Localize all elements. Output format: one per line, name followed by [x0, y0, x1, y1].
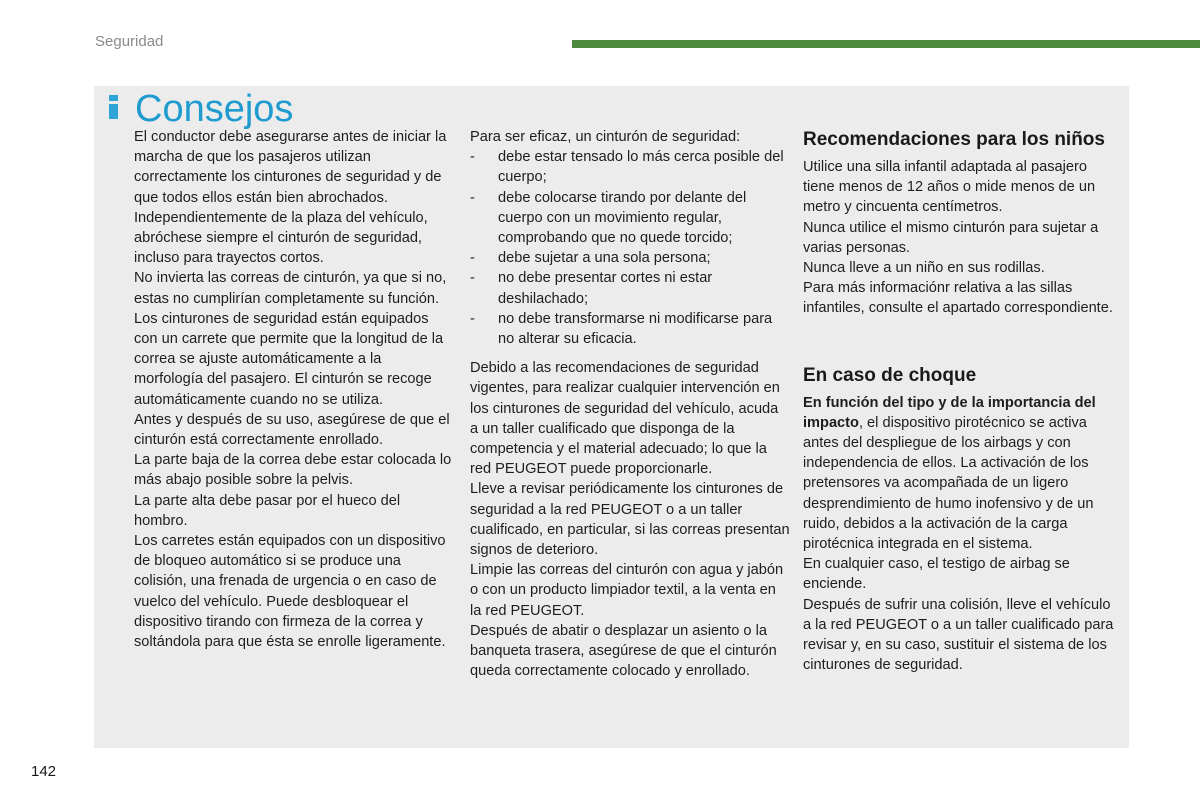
paragraph: El conductor debe asegurarse antes de iniciar la marcha de que los pasajeros utilizan correctamente los cinturones de seguridad y de que todos ellos están bien abrochados.	[134, 129, 447, 206]
list-item-text: debe estar tensado lo más cerca posible del cuerpo;	[498, 149, 784, 186]
paragraph: No invierta las correas de cinturón, ya que si no, estas no cumplirían completamente su función.	[134, 270, 447, 307]
page-title: Consejos	[135, 88, 294, 130]
paragraph-text: , el dispositivo pirotécnico se activa antes del despliegue de los airbags y con independencia de ellos. La activación de los pretensores va acompañada de un ligero desprendimiento de humo inofensivo y de un ruido, debidos a la activación de la carga pirotécnica integrada en el sistema.	[803, 414, 1094, 553]
paragraph: Utilice una silla infantil adaptada al pasajero tiene menos de 12 años o mide menos de un metro y cincuenta centímetros.	[803, 159, 1096, 216]
paragraph: Independientemente de la plaza del vehículo, abróchese siempre el cinturón de seguridad, incluso para trayectos cortos.	[134, 209, 428, 267]
paragraph: Nunca utilice el mismo cinturón para sujetar a varias personas.	[803, 219, 1099, 256]
list-item	[470, 147, 790, 187]
paragraph: Los carretes están equipados con un dispositivo de bloqueo automático si se produce una colisión, una frenada de urgencia o en caso de vuelco del vehículo. Puede desbloquear el dispositivo tirando con firmeza de la correa y soltándola para que ésta se enrolle ligeramente.	[134, 533, 446, 651]
header-accent-bar	[572, 40, 1200, 48]
paragraph: Debido a las recomendaciones de seguridad vigentes, para realizar cualquier intervención en los cinturones de seguridad del vehículo, acuda a un taller cualificado que disponga de la competencia y el material adecuado; lo que la red PEUGEOT puede proporcionarle.	[470, 360, 780, 478]
list-intro: Para ser eficaz, un cinturón de seguridad:	[470, 129, 741, 145]
column-general	[134, 127, 452, 652]
bullet-marker: -	[470, 310, 475, 327]
list-item	[470, 268, 790, 308]
list-item-text: debe sujetar a una sola persona;	[498, 250, 711, 267]
paragraph: Los cinturones de seguridad están equipados con un carrete que permite que la longitud de la correa se ajuste automáticamente a la morfología del pasajero. El cinturón se recoge automáticamente cuando no se utiliza.	[134, 310, 444, 408]
column-children-crash	[803, 127, 1121, 675]
page-number: 142	[31, 763, 57, 780]
paragraph: La parte alta debe pasar por el hueco del hombro.	[134, 492, 401, 529]
paragraph: Después de sufrir una colisión, lleve el vehículo a la red PEUGEOT o a un taller cualificado para revisar y, en su caso, sustituir el sistema de los cinturones de seguridad.	[803, 596, 1114, 674]
paragraph: Nunca lleve a un niño en sus rodillas.	[803, 260, 1045, 277]
paragraph: Lleve a revisar periódicamente los cinturones de seguridad a la red PEUGEOT o a un taller cualificado, en particular, si las correas presentan signos de deterioro.	[470, 481, 790, 559]
heading-crash: En caso de choque	[803, 364, 977, 386]
bullet-marker: -	[470, 250, 475, 267]
paragraph: Para más informaciónr relativa a las sillas infantiles, consulte el apartado correspondiente.	[803, 280, 1113, 317]
paragraph	[803, 393, 1121, 555]
bullet-marker: -	[470, 149, 475, 166]
paragraph: Antes y después de su uso, asegúrese de que el cinturón está correctamente enrollado.	[134, 411, 450, 449]
paragraph: En cualquier caso, el testigo de airbag se enciende.	[803, 556, 1070, 593]
paragraph: La parte baja de la correa debe estar colocada lo más abajo posible sobre la pelvis.	[134, 452, 452, 489]
list-item-text: no debe transformarse ni modificarse para no alterar su eficacia.	[498, 310, 773, 348]
section-label: Seguridad	[95, 33, 164, 50]
paragraph: Después de abatir o desplazar un asiento o la banqueta trasera, asegúrese de que el cinturón queda correctamente colocado y enrollado.	[470, 622, 777, 680]
paragraph: Limpie las correas del cinturón con agua y jabón o con un producto limpiador textil, a la venta en la red PEUGEOT.	[470, 562, 784, 619]
list-item-text: no debe presentar cortes ni estar deshilachado;	[498, 270, 713, 307]
emphasis-text: En función del tipo y de la importancia del impacto	[803, 394, 1096, 431]
heading-children: Recomendaciones para los niños	[803, 129, 1105, 150]
list-item	[470, 188, 790, 249]
column-effectiveness	[470, 127, 790, 681]
info-icon	[109, 95, 119, 119]
list-item	[470, 248, 790, 268]
list-item	[470, 309, 790, 349]
list-item-text: debe colocarse tirando por delante del cuerpo con un movimiento regular, comprobando que no quede torcido;	[498, 189, 747, 247]
bullet-marker: -	[470, 189, 475, 206]
bullet-marker: -	[470, 270, 475, 287]
